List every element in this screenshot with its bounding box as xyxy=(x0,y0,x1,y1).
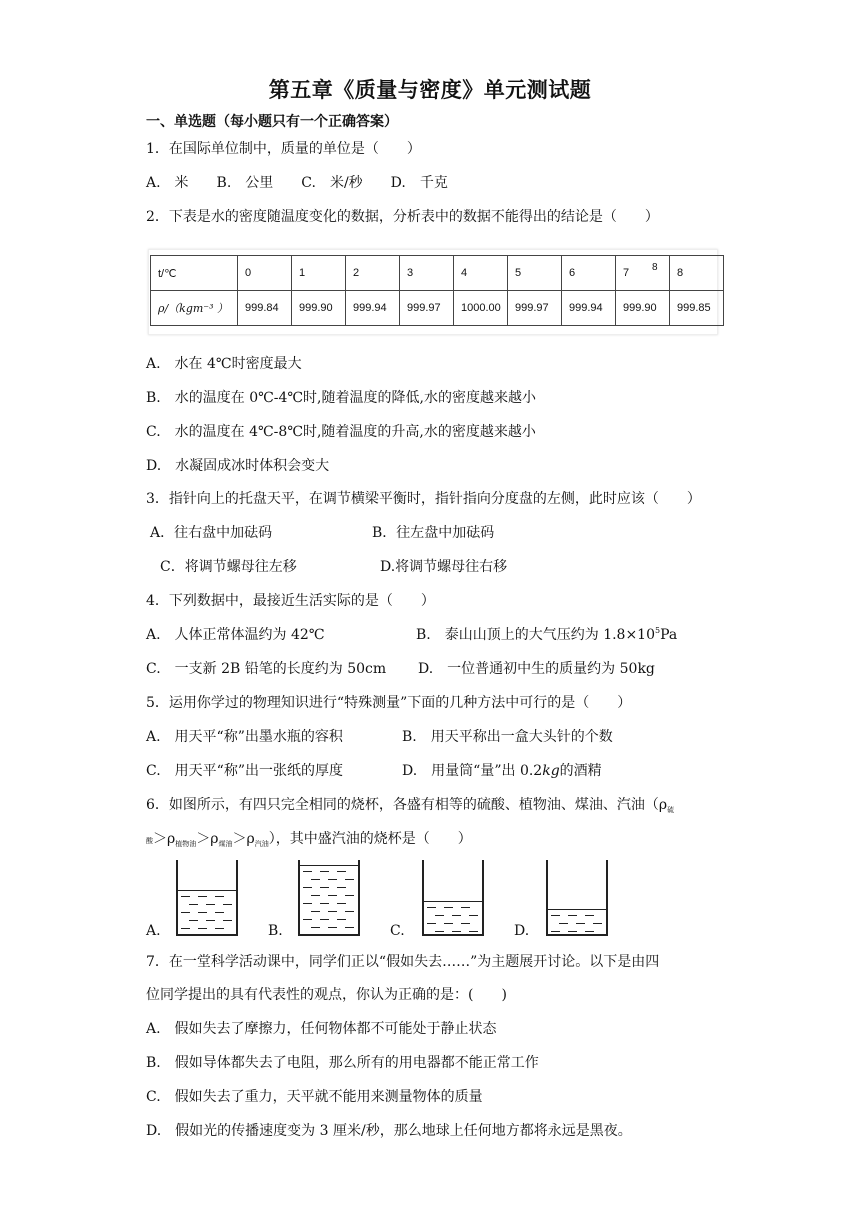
table-cell: 999.90 xyxy=(292,291,346,326)
liquid-dash xyxy=(427,907,436,908)
q5-option-a: A. 用天平“称”出墨水瓶的容积 xyxy=(146,729,343,745)
table-cell: 1 xyxy=(292,256,346,291)
table-row xyxy=(151,291,724,326)
table-cell: 999.97 xyxy=(508,291,562,326)
liquid-dash xyxy=(181,912,190,913)
liquid-dash xyxy=(435,931,444,932)
q4-option-d: D. 一位普通初中生的质量约为 50kg xyxy=(418,661,655,677)
liquid-dash xyxy=(469,931,478,932)
beaker-floor xyxy=(298,934,360,936)
liquid-dash xyxy=(215,896,224,897)
beaker-floor xyxy=(176,934,238,936)
liquid-dash xyxy=(198,928,207,929)
liquid-dash xyxy=(345,879,354,880)
q6-sub-gasoline: 汽油 xyxy=(254,840,269,848)
liquid-dash xyxy=(576,923,585,924)
liquid-dash xyxy=(435,915,444,916)
beaker-wall xyxy=(236,860,238,936)
q6-sub-kerosene: 煤油 xyxy=(218,840,233,848)
beaker-label-b: B. xyxy=(268,923,283,939)
liquid-dash xyxy=(345,895,354,896)
q2-option-b: B. 水的温度在 0℃-4℃时,随着温度的降低,水的密度越来越小 xyxy=(146,390,536,406)
liquid-dash xyxy=(181,896,190,897)
q6-stem-text: 6．如图所示，有四只完全相同的烧杯，各盛有相等的硫酸、植物油、煤油、汽油（ρ xyxy=(146,797,668,813)
liquid-dash xyxy=(311,879,320,880)
liquid-dash xyxy=(568,931,577,932)
beaker-liquid xyxy=(178,890,236,934)
beaker-wall xyxy=(606,860,608,936)
liquid-dash xyxy=(452,915,461,916)
q5-d-math-num: 0.2 xyxy=(519,763,543,779)
q7-option-d: D. 假如光的传播速度变为 3 厘米/秒，那么地球上任何地方都将永远是黑夜。 xyxy=(146,1123,632,1139)
q7-option-c: C. 假如失去了重力，天平就不能用来测量物体的质量 xyxy=(146,1089,483,1105)
liquid-dash xyxy=(585,915,594,916)
q7-option-a: A. 假如失去了摩擦力，任何物体都不可能处于静止状态 xyxy=(146,1021,497,1037)
beaker-liquid xyxy=(424,901,482,934)
q4-option-b xyxy=(416,626,677,644)
table-cell-value: 7 xyxy=(623,267,630,279)
beaker-liquid xyxy=(548,909,606,934)
liquid-dash xyxy=(337,903,346,904)
liquid-dash xyxy=(311,895,320,896)
liquid-dash xyxy=(320,871,329,872)
q7-stem-line1: 7．在一堂科学活动课中，同学们正以“假如失去……”为主题展开讨论。以下是由四 xyxy=(146,954,660,970)
liquid-dash xyxy=(215,912,224,913)
table-cell: 999.90 xyxy=(616,291,670,326)
beaker-d xyxy=(546,860,608,936)
q5-stem: 5．运用你学过的物理知识进行“特殊测量”下面的几种方法中可行的是（ ） xyxy=(146,695,632,711)
beaker-wall xyxy=(482,860,484,936)
q1-options: A. 米 B. 公里 C. 米/秒 D. 千克 xyxy=(146,175,448,191)
q2-option-c: C. 水的温度在 4℃-8℃时,随着温度的升高,水的密度越来越小 xyxy=(146,424,536,440)
table-cell: 999.97 xyxy=(400,291,454,326)
table-header-density xyxy=(151,291,238,326)
table-cell: 999.94 xyxy=(346,291,400,326)
q4-b-exponent: 5 xyxy=(655,626,661,635)
q4-stem: 4．下列数据中，最接近生活实际的是（ ） xyxy=(146,593,435,609)
density-table xyxy=(150,255,724,326)
liquid-dash xyxy=(461,907,470,908)
q5-option-c: C. 用天平“称”出一张纸的厚度 xyxy=(146,763,343,779)
q3-stem: 3．指针向上的托盘天平，在调节横梁平衡时，指针指向分度盘的左侧，此时应该（ ） xyxy=(146,491,701,507)
beaker-floor xyxy=(422,934,484,936)
liquid-dash xyxy=(181,928,190,929)
liquid-dash xyxy=(206,904,215,905)
liquid-dash xyxy=(303,903,312,904)
liquid-dash xyxy=(328,895,337,896)
table-cell: 4 xyxy=(454,256,508,291)
beaker-label-d: D. xyxy=(514,923,530,939)
liquid-dash xyxy=(303,871,312,872)
liquid-dash xyxy=(328,927,337,928)
q5-d-tail: 的酒精 xyxy=(559,763,602,779)
liquid-dash xyxy=(585,931,594,932)
table-cell: 2 xyxy=(346,256,400,291)
liquid-dash xyxy=(198,912,207,913)
liquid-dash xyxy=(444,923,453,924)
liquid-dash xyxy=(328,879,337,880)
beaker-label-a: A. xyxy=(146,923,161,939)
table-cell: 3 xyxy=(400,256,454,291)
liquid-dash xyxy=(320,919,329,920)
table-cell: 0 xyxy=(238,256,292,291)
q7-stem-line2: 位同学提出的具有代表性的观点，你认为正确的是：( ) xyxy=(146,987,507,1003)
q2-option-d: D. 水凝固成冰时体积会变大 xyxy=(146,458,330,474)
table-row xyxy=(151,256,724,291)
liquid-dash xyxy=(469,915,478,916)
section-heading: 一、单选题（每小题只有一个正确答案） xyxy=(146,114,398,130)
liquid-dash xyxy=(328,911,337,912)
beaker-label-c: C. xyxy=(390,923,405,939)
beaker-b xyxy=(298,860,360,936)
liquid-dash xyxy=(189,920,198,921)
q7-option-b: B. 假如导体都失去了电阻，那么所有的用电器都不能正常工作 xyxy=(146,1055,539,1071)
beaker-floor xyxy=(546,934,608,936)
q6-stem-tail: ），其中盛汽油的烧杯是（ ） xyxy=(268,831,472,847)
liquid-dash xyxy=(206,920,215,921)
liquid-dash xyxy=(337,887,346,888)
liquid-dash xyxy=(551,931,560,932)
q3-option-b: B．往左盘中加砝码 xyxy=(372,525,495,541)
liquid-dash xyxy=(559,923,568,924)
liquid-dash xyxy=(223,904,232,905)
table-cell: 6 xyxy=(562,256,616,291)
q5-option-d xyxy=(402,762,602,780)
table-cell: 999.94 xyxy=(562,291,616,326)
q1-stem: 1．在国际单位制中，质量的单位是（ ） xyxy=(146,141,421,157)
liquid-dash xyxy=(223,920,232,921)
liquid-dash xyxy=(461,923,470,924)
q5-option-b: B. 用天平称出一盒大头针的个数 xyxy=(402,729,613,745)
liquid-dash xyxy=(337,871,346,872)
liquid-dash xyxy=(568,915,577,916)
liquid-dash xyxy=(311,927,320,928)
q6-stem-line2 xyxy=(146,830,472,850)
beaker-liquid xyxy=(300,865,358,934)
q3-option-d: D.将调节螺母往右移 xyxy=(380,559,508,575)
q5-d-text: D. 用量筒“量”出 xyxy=(402,763,520,779)
liquid-dash xyxy=(345,927,354,928)
table-cell: 5 xyxy=(508,256,562,291)
liquid-dash xyxy=(320,887,329,888)
q6-sub-sulfuric-2: 酸 xyxy=(146,837,153,845)
q6-gt-3: ＞ρ xyxy=(232,831,255,847)
liquid-dash xyxy=(198,896,207,897)
q3-option-c: C．将调节螺母往左移 xyxy=(160,559,297,575)
density-header-text: ρ/（kgm⁻³ ） xyxy=(158,302,229,315)
table-cell: 999.85 xyxy=(670,291,724,326)
beaker-c xyxy=(422,860,484,936)
table-cell: 1000.00 xyxy=(454,291,508,326)
q6-stem-line1 xyxy=(146,796,674,814)
liquid-dash xyxy=(452,931,461,932)
liquid-dash xyxy=(551,915,560,916)
q2-option-a: A. 水在 4℃时密度最大 xyxy=(146,356,302,372)
q4-b-text: B. 泰山山顶上的大气压约为 1.8×10 xyxy=(416,627,655,643)
q6-sub-sulfuric: 硫 xyxy=(667,806,675,814)
beaker-a xyxy=(176,860,238,936)
q6-gt-2: ＞ρ xyxy=(196,831,219,847)
beaker-wall xyxy=(358,860,360,936)
table-cell xyxy=(616,256,670,291)
liquid-dash xyxy=(337,919,346,920)
q6-sub-vegoil: 植物油 xyxy=(175,840,197,848)
q4-option-a: A. 人体正常体温约为 42℃ xyxy=(146,627,325,643)
liquid-dash xyxy=(189,904,198,905)
q2-stem: 2．下表是水的密度随温度变化的数据，分析表中的数据不能得出的结论是（ ） xyxy=(146,209,659,225)
liquid-dash xyxy=(311,911,320,912)
liquid-dash xyxy=(303,887,312,888)
q3-option-a: A．往右盘中加砝码 xyxy=(150,525,273,541)
q4-b-unit: Pa xyxy=(660,627,678,643)
liquid-dash xyxy=(444,907,453,908)
liquid-dash xyxy=(593,923,602,924)
page-title: 第五章《质量与密度》单元测试题 xyxy=(268,77,592,102)
liquid-dash xyxy=(215,928,224,929)
table-header-temp: t/℃ xyxy=(151,256,238,291)
q6-gt-1: ＞ρ xyxy=(153,831,176,847)
table-cell: 8 xyxy=(670,256,724,291)
liquid-dash xyxy=(303,919,312,920)
table-cell: 999.84 xyxy=(238,291,292,326)
stray-mark: 8 xyxy=(652,262,658,273)
q5-d-math-unit: kg xyxy=(542,763,560,779)
q4-option-c: C. 一支新 2B 铅笔的长度约为 50cm xyxy=(146,661,387,677)
liquid-dash xyxy=(345,911,354,912)
liquid-dash xyxy=(320,903,329,904)
liquid-dash xyxy=(427,923,436,924)
